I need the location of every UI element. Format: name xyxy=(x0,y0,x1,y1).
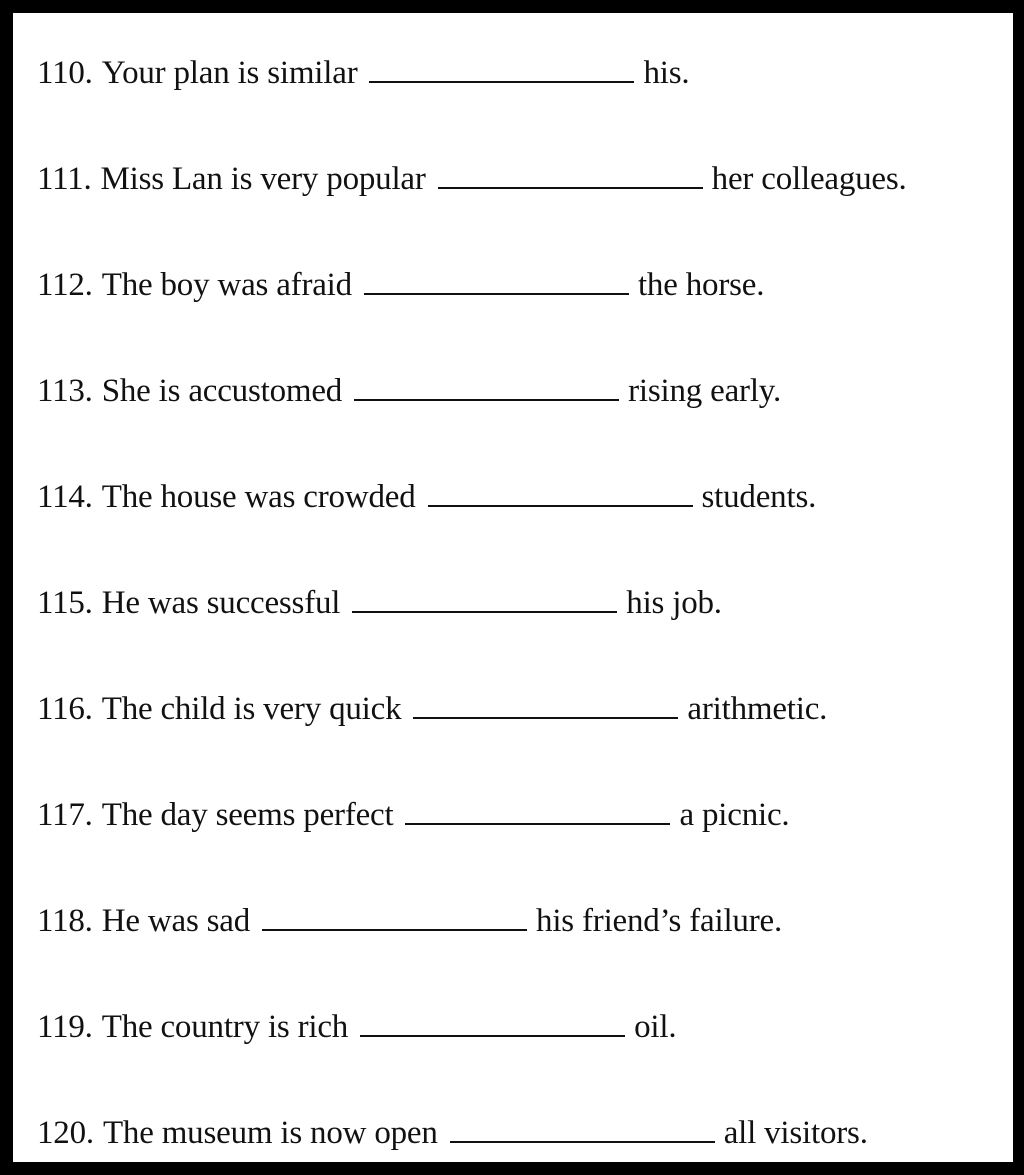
question-119 xyxy=(37,1005,676,1049)
question-118 xyxy=(37,899,782,943)
answer-blank[interactable] xyxy=(364,263,629,295)
question-text-after: oil. xyxy=(634,1009,677,1045)
question-text-before: Miss Lan is very popular xyxy=(100,161,426,197)
question-110 xyxy=(37,51,689,95)
answer-blank[interactable] xyxy=(369,51,634,83)
question-text-after: a picnic. xyxy=(679,797,790,833)
question-text-after: her colleagues. xyxy=(711,161,907,197)
worksheet-page xyxy=(13,13,1013,1162)
answer-blank[interactable] xyxy=(413,687,678,719)
question-113 xyxy=(37,369,781,413)
question-text-before: The museum is now open xyxy=(102,1115,438,1151)
answer-blank[interactable] xyxy=(428,475,693,507)
question-number: 111. xyxy=(37,161,92,197)
question-text-after: all visitors. xyxy=(723,1115,868,1151)
question-text-before: The child is very quick xyxy=(101,691,402,727)
question-number: 115. xyxy=(37,585,93,621)
question-number: 116. xyxy=(37,691,93,727)
question-number: 113. xyxy=(37,373,93,409)
question-text-after: the horse. xyxy=(637,267,765,303)
question-114 xyxy=(37,475,816,519)
question-text-after: rising early. xyxy=(628,373,782,409)
answer-blank[interactable] xyxy=(262,899,527,931)
question-number: 119. xyxy=(37,1009,93,1045)
question-number: 110. xyxy=(37,55,93,91)
question-number: 120. xyxy=(37,1115,94,1151)
answer-blank[interactable] xyxy=(450,1111,715,1143)
question-text-before: The boy was afraid xyxy=(101,267,352,303)
question-111 xyxy=(37,157,907,201)
question-115 xyxy=(37,581,722,625)
question-text-before: He was successful xyxy=(101,585,341,621)
question-text-before: He was sad xyxy=(101,903,251,939)
question-text-before: Your plan is similar xyxy=(101,55,358,91)
question-number: 112. xyxy=(37,267,93,303)
answer-blank[interactable] xyxy=(438,157,703,189)
question-117 xyxy=(37,793,789,837)
answer-blank[interactable] xyxy=(354,369,619,401)
question-text-after: his job. xyxy=(626,585,722,621)
question-text-before: She is accustomed xyxy=(101,373,343,409)
question-number: 114. xyxy=(37,479,93,515)
question-number: 118. xyxy=(37,903,93,939)
question-number: 117. xyxy=(37,797,93,833)
question-text-before: The day seems perfect xyxy=(101,797,394,833)
question-text-after: his. xyxy=(643,55,690,91)
answer-blank[interactable] xyxy=(352,581,617,613)
answer-blank[interactable] xyxy=(360,1005,625,1037)
question-text-after: his friend’s failure. xyxy=(536,903,783,939)
question-116 xyxy=(37,687,827,731)
question-text-after: students. xyxy=(701,479,817,515)
question-text-before: The house was crowded xyxy=(101,479,416,515)
answer-blank[interactable] xyxy=(405,793,670,825)
question-120 xyxy=(37,1111,868,1155)
question-text-after: arithmetic. xyxy=(687,691,828,727)
question-112 xyxy=(37,263,764,307)
question-text-before: The country is rich xyxy=(101,1009,349,1045)
